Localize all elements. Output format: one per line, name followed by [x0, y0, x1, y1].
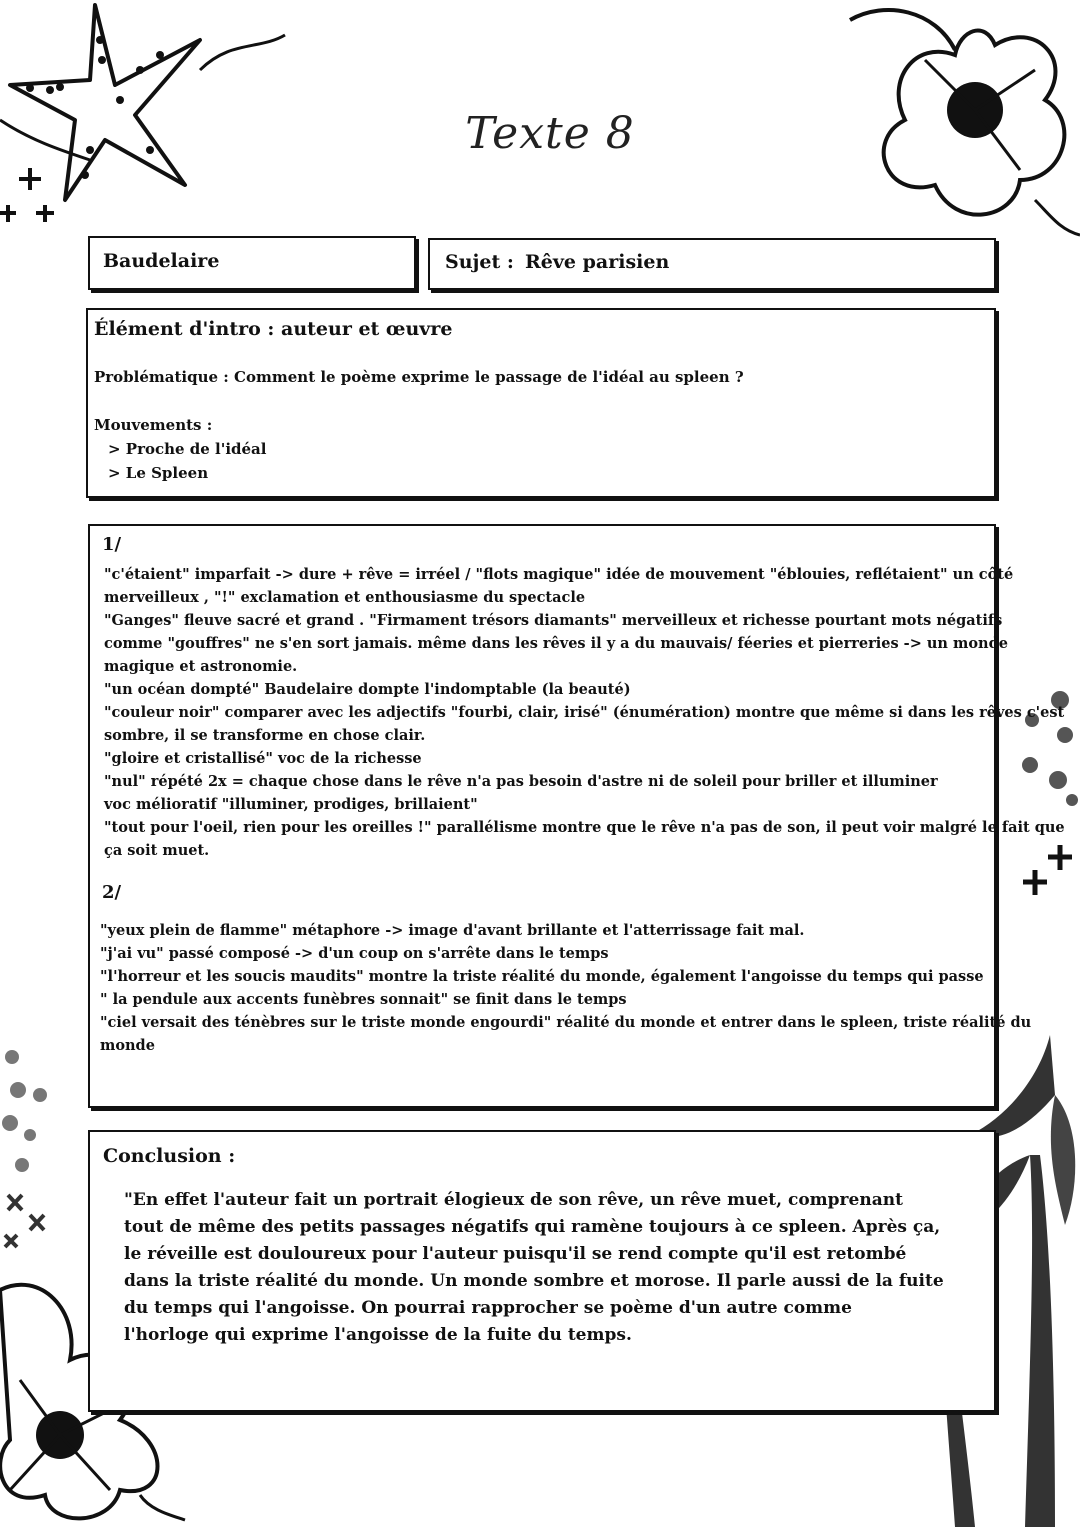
conclusion-line: le réveille est douloureux pour l'auteur puisqu'il se rend compte qu'il est retombé [124, 1244, 907, 1264]
conclusion-box [88, 1130, 996, 1412]
part1-line: magique et astronomie. [104, 658, 298, 675]
part1-line: comme "gouffres" ne s'en sort jamais. même dans les rêves il y a du mauvais/ féeries et pierreries -> un monde [104, 635, 1008, 652]
part2-line: monde [100, 1037, 155, 1054]
part1-line: merveilleux , "!" exclamation et enthousiasme du spectacle [104, 589, 586, 606]
part1-line: voc mélioratif "illuminer, prodiges, brillaient" [104, 796, 478, 813]
part1-line: "couleur noir" comparer avec les adjectifs "fourbi, clair, irisé" (énumération) montre que même si dans les rêves c'est [104, 704, 1065, 721]
part2-lines [100, 919, 1031, 1057]
part1-heading: 1/ [102, 534, 122, 555]
author-box [88, 236, 416, 290]
subject-line [445, 251, 669, 273]
starfish-icon [0, 0, 290, 235]
subject-value: Rêve parisien [525, 251, 670, 273]
page-title: Texte 8 [465, 108, 635, 159]
part1-line: "Ganges" fleuve sacré et grand . "Firmament trésors diamants" merveilleux et richesse pourtant mots négatifs [104, 612, 1003, 629]
part2-line: "l'horreur et les soucis maudits" montre la triste réalité du monde, également l'angoisse du temps qui passe [100, 968, 984, 985]
mouvement-item: > Le Spleen [108, 464, 209, 482]
part1-line: "tout pour l'oeil, rien pour les oreilles !" parallélisme montre que le rêve n'a pas de son, il peut voir malgré le fait que [104, 819, 1065, 836]
dots-icon [0, 1045, 60, 1265]
part2-line: "ciel versait des ténèbres sur le triste monde engourdi" réalité du monde et entrer dans le spleen, triste réalité du [100, 1014, 1032, 1031]
part1-line: ça soit muet. [104, 842, 210, 859]
part2-line: " la pendule aux accents funèbres sonnait" se finit dans le temps [100, 991, 627, 1008]
intro-box [86, 308, 996, 498]
analysis-box [88, 524, 1065, 1108]
intro-heading: Élément d'intro : auteur et œuvre [94, 318, 453, 340]
mouvements-label: Mouvements : [94, 416, 213, 434]
part1-line: "c'étaient" imparfait -> dure + rêve = irréel / "flots magique" idée de mouvement "éblouies, reflétaient" un côté [104, 566, 1014, 583]
part1-line: "un océan dompté" Baudelaire dompte l'indomptable (la beauté) [104, 681, 631, 698]
hibiscus-flower-icon [845, 0, 1080, 245]
part1-lines [104, 563, 1065, 862]
conclusion-line: "En effet l'auteur fait un portrait élogieux de son rêve, un rêve muet, comprenant [124, 1190, 903, 1210]
subject-box [428, 238, 996, 290]
part2-heading: 2/ [102, 882, 122, 903]
subject-label: Sujet : [445, 251, 514, 273]
conclusion-line: du temps qui l'angoisse. On pourrai rapprocher se poème d'un autre comme [124, 1298, 852, 1318]
conclusion-line: l'horloge qui exprime l'angoisse de la fuite du temps. [124, 1325, 632, 1345]
author-name: Baudelaire [103, 250, 220, 272]
conclusion-line: dans la triste réalité du monde. Un monde sombre et morose. Il parle aussi de la fuite [124, 1271, 944, 1291]
part2-line: "j'ai vu" passé composé -> d'un coup on s'arrête dans le temps [100, 945, 609, 962]
part1-line: "nul" répété 2x = chaque chose dans le rêve n'a pas besoin d'astre ni de soleil pour briller et illuminer [104, 773, 938, 790]
conclusion-heading: Conclusion : [103, 1145, 236, 1167]
part1-line: "gloire et cristallisé" voc de la richesse [104, 750, 422, 767]
part1-line: sombre, il se transforme en chose clair. [104, 727, 426, 744]
conclusion-text [124, 1187, 944, 1349]
conclusion-line: tout de même des petits passages négatifs qui ramène toujours à ce spleen. Après ça, [124, 1217, 941, 1237]
part2-line: "yeux plein de flamme" métaphore -> image d'avant brillante et l'atterrissage fait mal. [100, 922, 805, 939]
problematique: Problématique : Comment le poème exprime le passage de l'idéal au spleen ? [94, 368, 744, 386]
mouvement-item: > Proche de l'idéal [108, 440, 267, 458]
